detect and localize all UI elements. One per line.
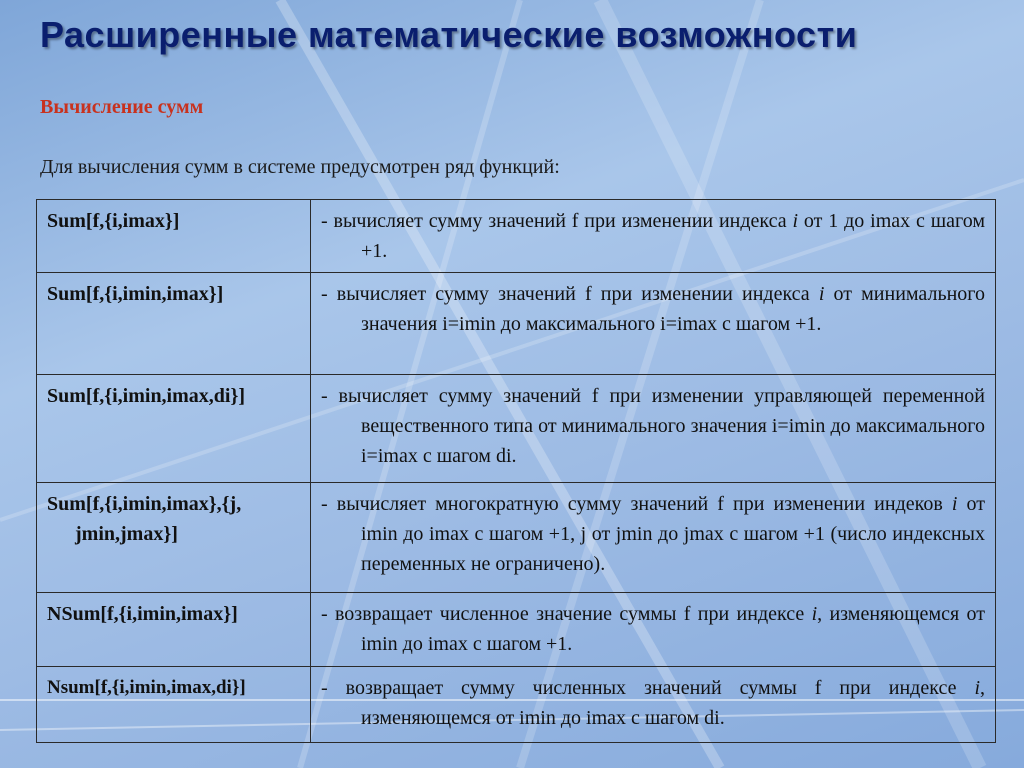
function-desc <box>321 673 985 733</box>
function-name-cell <box>37 200 311 273</box>
functions-table <box>36 199 996 743</box>
desc-text: - вычисляет сумму значений f при изменении управляющей переменной вещественного типа от минимального значения i=imin до максимального i=imax с шагом di. <box>321 385 985 467</box>
desc-index: i <box>951 493 958 515</box>
function-name: Sum[f,{i,imin,imax},{j, jmin,jmax}] <box>47 493 242 545</box>
table-row <box>37 667 996 743</box>
desc-text: от imin до imax с шагом +1, j от jmin до jmax с шагом +1 (число индексных переменных не ограничено). <box>361 493 985 575</box>
function-desc <box>321 206 985 266</box>
function-name-cell <box>37 483 311 593</box>
desc-text: - возвращает сумму численных значений суммы f при индексе <box>321 677 975 699</box>
desc-index: i <box>792 210 799 232</box>
desc-text: , изменяющемся от imin до imax с шагом +1. <box>361 603 985 655</box>
function-desc-cell <box>311 273 996 375</box>
function-desc <box>321 381 985 471</box>
table-row <box>37 273 996 375</box>
desc-index: i <box>818 283 825 305</box>
function-name-cell <box>37 375 311 483</box>
function-name-cell <box>37 667 311 743</box>
desc-text: - вычисляет сумму значений f при изменении индекса <box>321 210 793 232</box>
function-desc <box>321 279 985 339</box>
desc-index: i <box>811 603 818 625</box>
function-name: Nsum[f,{i,imin,imax,di}] <box>47 677 246 698</box>
table-row <box>37 375 996 483</box>
function-name: Sum[f,{i,imin,imax,di}] <box>47 385 245 407</box>
intro-text: Для вычисления сумм в системе предусмотрен ряд функций: <box>40 156 560 178</box>
desc-index: i <box>974 677 980 699</box>
function-desc-cell <box>311 593 996 667</box>
table-row <box>37 200 996 273</box>
section-subtitle: Вычисление сумм <box>40 96 204 118</box>
desc-text: - возвращает численное значение суммы f при индексе <box>321 603 812 625</box>
function-desc-cell <box>311 483 996 593</box>
function-desc-cell <box>311 200 996 273</box>
function-desc <box>321 599 985 659</box>
desc-text: от 1 до imax с шагом +1. <box>361 210 985 262</box>
desc-text: - вычисляет сумму значений f при изменении индекса <box>321 283 819 305</box>
function-name: Sum[f,{i,imax}] <box>47 210 180 232</box>
desc-text: от минимального значения i=imin до максимального i=imax с шагом +1. <box>361 283 985 335</box>
function-name: NSum[f,{i,imin,imax}] <box>47 603 238 625</box>
function-name-cell <box>37 593 311 667</box>
desc-text: , изменяющемся от imin до imax с шагом di. <box>361 677 985 729</box>
desc-text: - вычисляет многократную сумму значений f при изменении индеков <box>321 493 952 515</box>
table-row <box>37 483 996 593</box>
function-desc-cell <box>311 375 996 483</box>
table-row <box>37 593 996 667</box>
function-name: Sum[f,{i,imin,imax}] <box>47 283 224 305</box>
page-title: Расширенные математические возможности <box>40 14 858 55</box>
function-name-cell <box>37 273 311 375</box>
function-desc-cell <box>311 667 996 743</box>
function-desc <box>321 489 985 579</box>
